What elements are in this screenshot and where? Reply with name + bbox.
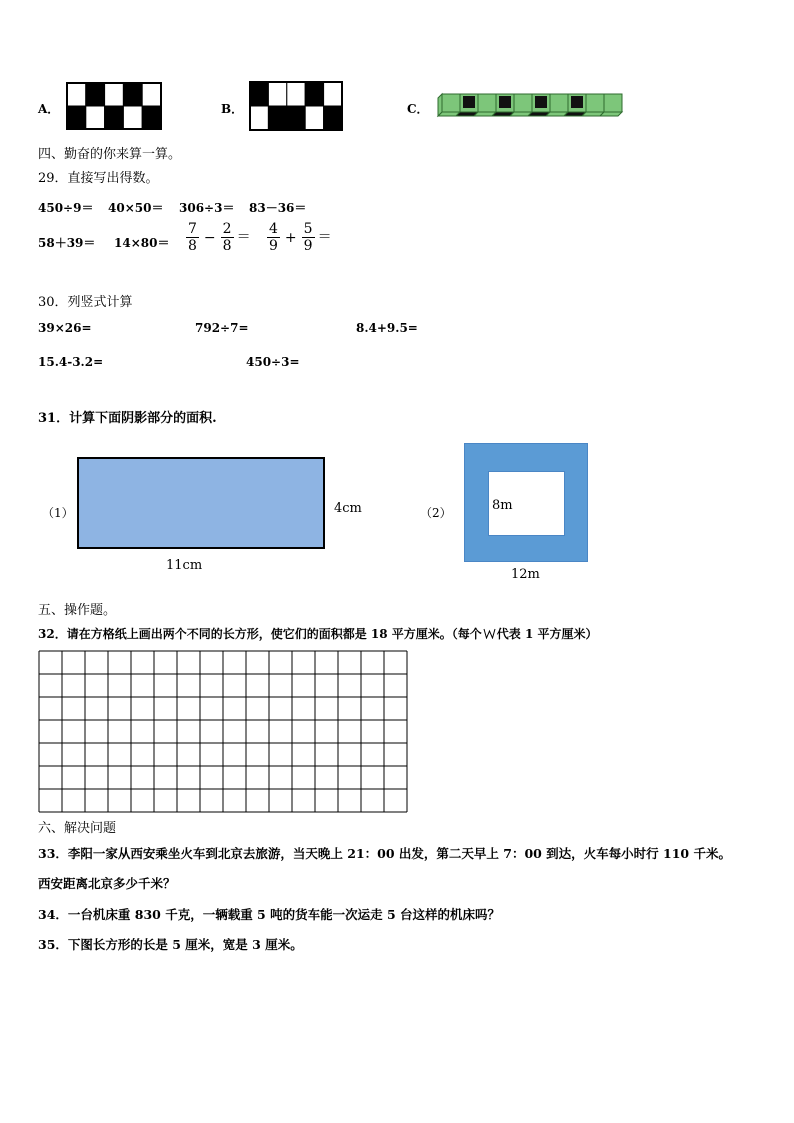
q30-item: 8.4+9.5= [356, 321, 418, 335]
q32-title [38, 625, 597, 642]
outer-side-label: 12m [511, 567, 540, 582]
q29-item: 450÷9＝ [38, 201, 94, 215]
pattern-cell [123, 83, 142, 106]
section6-heading: 六、解决问题 [38, 821, 117, 836]
q29-item: 58＋39＝ [38, 236, 96, 250]
numerator: 5 [303, 221, 313, 237]
q35-text: 35．下图长方形的长是 5 厘米，宽是 3 厘米。 [38, 937, 303, 952]
pattern-cell [86, 106, 105, 129]
pattern-cell [123, 106, 142, 129]
option-a-label: A． [38, 102, 60, 116]
q29-title: 29．直接写出得数。 [38, 171, 159, 186]
cube-face [604, 94, 622, 112]
pattern-cell [305, 106, 323, 130]
q31-title: 31．计算下面阴影部分的面积. [38, 411, 217, 426]
option-b-label: B． [221, 102, 244, 116]
equals-sign: ＝ [317, 229, 332, 246]
pattern-cell [305, 82, 323, 106]
q29-fraction-expr-1 [183, 221, 251, 254]
pattern-cell [105, 83, 124, 106]
denominator: 8 [222, 238, 232, 254]
shaded-square-frame [464, 443, 588, 562]
figure2-label: （2） [420, 506, 452, 520]
cube-dark-face [499, 96, 511, 108]
q33-text: 33．李阳一家从西安乘坐火车到北京去旅游，当天晚上 21：00 出发，第二天早上 7：00 到达，火车每小时行 110 千米。 [38, 846, 731, 861]
denominator: 8 [188, 238, 197, 254]
q29-item: 14×80＝ [114, 236, 170, 250]
pattern-cell [67, 83, 86, 106]
q30-item: 15.4-3.2= [38, 355, 104, 369]
q32-title-text: 32．请在方格纸上画出两个不同的长方形，使它们的面积都是 18 平方厘米。（每个 [38, 627, 482, 641]
q30-item: 792÷7= [195, 321, 249, 335]
q29-fraction-expr-2 [264, 221, 332, 254]
square-grid-paper[interactable] [38, 650, 408, 813]
numerator: 7 [188, 221, 197, 237]
operator: + [284, 229, 297, 246]
pattern-cell [105, 106, 124, 129]
cube-face [550, 94, 568, 112]
cube-face [514, 94, 532, 112]
q34-text: 34．一台机床重 830 千克，一辆载重 5 吨的货车能一次运走 5 台这样的机床吗？ [38, 907, 500, 922]
section5-heading: 五、操作题。 [38, 603, 117, 618]
cube-face [478, 94, 496, 112]
numerator: 4 [269, 221, 278, 237]
q29-item: 306÷3＝ [179, 201, 235, 215]
pattern-cell [324, 82, 342, 106]
pattern-cell [250, 82, 268, 106]
q29-item: 40×50＝ [108, 201, 164, 215]
pattern-cell [142, 106, 161, 129]
equals-sign: ＝ [236, 229, 251, 246]
q30-title: 30．列竖式计算 [38, 295, 133, 310]
option-c-figure [434, 90, 634, 124]
q30-item: 450÷3= [246, 355, 300, 369]
cube-face [586, 94, 604, 112]
pattern-cell [268, 82, 286, 106]
cube-face [442, 94, 460, 112]
pattern-cell [67, 106, 86, 129]
pattern-cell [287, 82, 305, 106]
section4-heading: 四、勤奋的你来算一算。 [38, 147, 182, 162]
q32-title-tail: 代表 1 平方厘米） [496, 627, 598, 641]
pattern-cell [324, 106, 342, 130]
option-c-label: C． [407, 102, 429, 116]
denominator: 9 [303, 238, 313, 254]
width-label: 11cm [166, 558, 203, 573]
numerator: 2 [222, 221, 232, 237]
cube-dark-face [535, 96, 547, 108]
q29-item: 83－36＝ [249, 201, 307, 215]
shaded-rectangle [77, 457, 325, 549]
inner-square [488, 471, 565, 536]
grid-square-unit-icon [483, 628, 496, 639]
pattern-cell [287, 106, 305, 130]
figure1-label: （1） [42, 506, 74, 520]
pattern-cell [142, 83, 161, 106]
option-b-figure [249, 81, 343, 131]
operator: − [203, 229, 216, 246]
pattern-cell [268, 106, 286, 130]
cube-dark-face [463, 96, 475, 108]
pattern-cell [250, 106, 268, 130]
cube-dark-face [571, 96, 583, 108]
inner-side-label: 8m [492, 498, 513, 513]
denominator: 9 [269, 238, 278, 254]
option-a-figure [66, 82, 162, 130]
cube-side-face [438, 94, 442, 116]
cube-bottom-face [600, 112, 622, 116]
q33-question: 西安距离北京多少千米？ [38, 876, 176, 891]
q30-item: 39×26= [38, 321, 92, 335]
pattern-cell [86, 83, 105, 106]
height-label: 4cm [334, 501, 362, 516]
